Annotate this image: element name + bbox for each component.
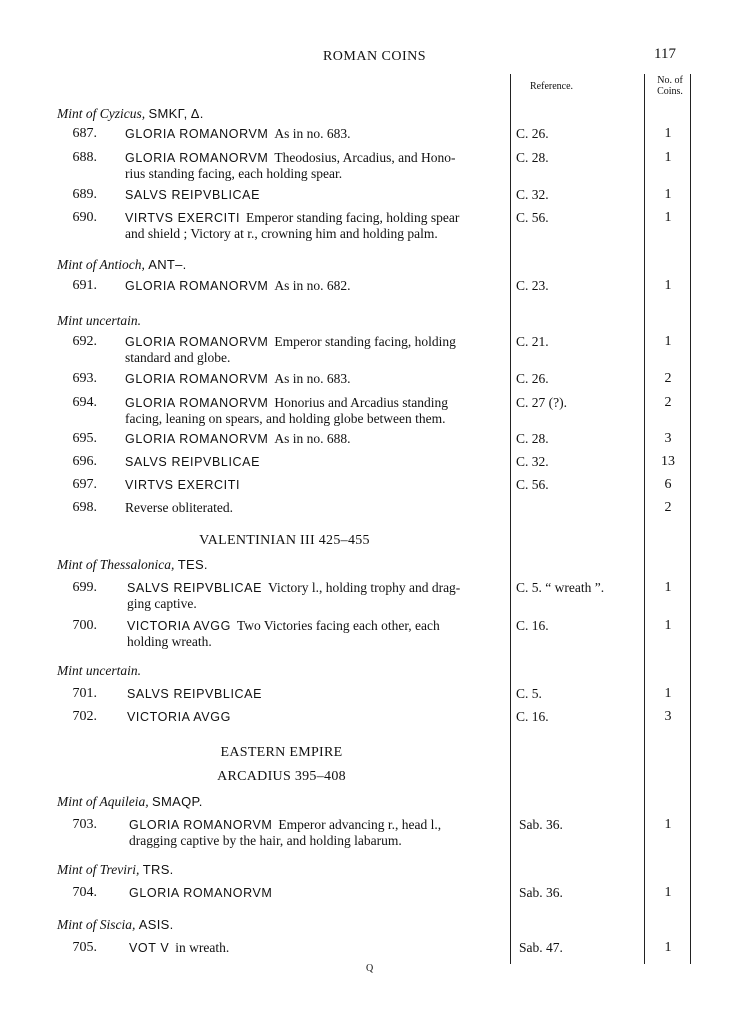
section-heading-arcadius: ARCADIUS 395–408 bbox=[217, 769, 346, 784]
entry-number: 689. bbox=[72, 187, 97, 202]
coin-legend: VOT V bbox=[129, 941, 170, 955]
entry-number: 695. bbox=[72, 431, 97, 446]
entry-description bbox=[127, 709, 511, 725]
entry-count: 6 bbox=[664, 477, 672, 492]
coin-legend: GLORIA ROMANORVM bbox=[125, 396, 269, 410]
entry-reference: Sab. 47. bbox=[519, 940, 563, 955]
section-heading-valentinian: VALENTINIAN III 425–455 bbox=[199, 533, 370, 548]
coin-legend: SALVS REIPVBLICAE bbox=[125, 455, 261, 469]
coin-legend: GLORIA ROMANORVM bbox=[125, 372, 269, 386]
entry-description bbox=[125, 126, 507, 142]
entry-reference: C. 26. bbox=[516, 126, 549, 141]
coin-legend: GLORIA ROMANORVM bbox=[129, 886, 273, 900]
page-number: 117 bbox=[654, 46, 676, 62]
entry-number: 690. bbox=[72, 210, 97, 225]
coin-legend: GLORIA ROMANORVM bbox=[125, 432, 269, 446]
signature-mark: Q bbox=[366, 963, 374, 974]
entry-description bbox=[127, 580, 511, 612]
count-header-line1: No. of bbox=[657, 75, 683, 86]
entry-count: 1 bbox=[664, 278, 672, 293]
coin-legend: SALVS REIPVBLICAE bbox=[127, 687, 263, 701]
description-text: Theodosius, Arcadius, and Hono- bbox=[274, 150, 456, 165]
entry-description bbox=[129, 817, 511, 849]
mint-label: Mint of Cyzicus, bbox=[57, 106, 146, 121]
coin-legend: VIRTVS EXERCITI bbox=[125, 211, 241, 225]
entry-count: 1 bbox=[664, 686, 672, 701]
count-column-rule-left bbox=[644, 74, 645, 964]
entry-count: 3 bbox=[664, 431, 672, 446]
coin-legend: VICTORIA AVGG bbox=[127, 619, 231, 633]
coin-legend: GLORIA ROMANORVM bbox=[129, 818, 273, 832]
entry-description bbox=[125, 150, 507, 182]
entry-count: 1 bbox=[664, 885, 672, 900]
mint-heading-treviri bbox=[57, 862, 174, 878]
description-text: Emperor advancing r., head l., bbox=[278, 817, 442, 832]
entry-reference: C. 27 (?). bbox=[516, 395, 567, 410]
description-text: Victory l., holding trophy and drag- bbox=[268, 580, 461, 595]
mint-mark: SMKΓ, Δ. bbox=[148, 106, 204, 121]
entry-reference: C. 28. bbox=[516, 431, 549, 446]
entry-number: 699. bbox=[72, 580, 97, 595]
mint-label: Mint of Antioch, bbox=[57, 257, 145, 272]
entry-number: 705. bbox=[72, 940, 97, 955]
entry-description bbox=[125, 395, 507, 427]
description-text-cont: dragging captive by the hair, and holding labarum. bbox=[129, 833, 402, 848]
entry-number: 696. bbox=[72, 454, 97, 469]
entry-description bbox=[125, 187, 507, 203]
description-text-cont: standard and globe. bbox=[125, 350, 231, 365]
description-text: in wreath. bbox=[175, 940, 230, 955]
entry-number: 698. bbox=[72, 500, 97, 515]
coin-legend: VICTORIA AVGG bbox=[127, 710, 231, 724]
entry-number: 694. bbox=[72, 395, 97, 410]
entry-reference: Sab. 36. bbox=[519, 817, 563, 832]
entry-number: 703. bbox=[72, 817, 97, 832]
entry-count: 1 bbox=[664, 618, 672, 633]
description-text-cont: facing, leaning on spears, and holding globe between them. bbox=[125, 411, 446, 426]
description-text: Two Victories facing each other, each bbox=[236, 618, 440, 633]
mint-heading-siscia bbox=[57, 917, 174, 933]
entry-number: 688. bbox=[72, 150, 97, 165]
entry-reference: C. 16. bbox=[516, 709, 549, 724]
entry-reference: C. 56. bbox=[516, 210, 549, 225]
description-text: As in no. 688. bbox=[274, 431, 351, 446]
description-text: As in no. 683. bbox=[274, 126, 351, 141]
mint-label: Mint uncertain. bbox=[57, 313, 141, 328]
entry-reference: C. 26. bbox=[516, 371, 549, 386]
entry-description bbox=[127, 618, 511, 650]
mint-label: Mint uncertain. bbox=[57, 663, 141, 678]
entry-count: 1 bbox=[664, 126, 672, 141]
entry-description bbox=[125, 278, 507, 294]
entry-reference: C. 32. bbox=[516, 454, 549, 469]
mint-heading-cyzicus bbox=[57, 106, 204, 122]
entry-number: 693. bbox=[72, 371, 97, 386]
entry-description bbox=[125, 371, 507, 387]
entry-count: 1 bbox=[664, 940, 672, 955]
entry-reference: Sab. 36. bbox=[519, 885, 563, 900]
coin-legend: GLORIA ROMANORVM bbox=[125, 151, 269, 165]
mint-heading-uncertain bbox=[57, 663, 141, 679]
entry-reference: C. 21. bbox=[516, 334, 549, 349]
entry-number: 697. bbox=[72, 477, 97, 492]
entry-reference: C. 56. bbox=[516, 477, 549, 492]
entry-reference: C. 32. bbox=[516, 187, 549, 202]
count-column-rule-right bbox=[690, 74, 691, 964]
entry-description bbox=[125, 477, 507, 493]
mint-heading-aquileia bbox=[57, 794, 203, 810]
description-text-cont: rius standing facing, each holding spear. bbox=[125, 166, 343, 181]
entry-count: 1 bbox=[664, 817, 672, 832]
mint-mark: TRS. bbox=[142, 862, 174, 877]
coin-legend: SALVS REIPVBLICAE bbox=[127, 581, 263, 595]
entry-number: 702. bbox=[72, 709, 97, 724]
mint-label: Mint of Treviri, bbox=[57, 862, 140, 877]
coin-legend: GLORIA ROMANORVM bbox=[125, 127, 269, 141]
entry-description bbox=[129, 940, 511, 956]
entry-description bbox=[125, 500, 507, 516]
description-text: As in no. 682. bbox=[274, 278, 351, 293]
entry-count: 1 bbox=[664, 150, 672, 165]
mint-heading-antioch bbox=[57, 257, 187, 273]
entry-description bbox=[125, 431, 507, 447]
section-heading-eastern-empire: EASTERN EMPIRE bbox=[220, 745, 343, 760]
entry-count: 2 bbox=[664, 500, 672, 515]
description-text: As in no. 683. bbox=[274, 371, 351, 386]
running-header-title: ROMAN COINS bbox=[322, 49, 427, 64]
mint-mark: SMAQP. bbox=[152, 794, 203, 809]
entry-description bbox=[125, 454, 507, 470]
mint-label: Mint of Aquileia, bbox=[57, 794, 149, 809]
entry-description bbox=[125, 334, 507, 366]
mint-mark: ASIS. bbox=[138, 917, 174, 932]
description-text: Emperor standing facing, holding bbox=[274, 334, 456, 349]
mint-label: Mint of Siscia, bbox=[57, 917, 136, 932]
entry-number: 687. bbox=[72, 126, 97, 141]
mint-mark: TES. bbox=[177, 557, 208, 572]
entry-count: 2 bbox=[664, 395, 672, 410]
count-header-line2: Coins. bbox=[657, 86, 683, 97]
entry-reference: C. 16. bbox=[516, 618, 549, 633]
mint-heading-uncertain bbox=[57, 313, 141, 329]
entry-count: 1 bbox=[664, 334, 672, 349]
entry-count: 1 bbox=[664, 580, 672, 595]
description-text-cont: ging captive. bbox=[127, 596, 197, 611]
description-text: Honorius and Arcadius standing bbox=[274, 395, 449, 410]
entry-reference: C. 5. bbox=[516, 686, 542, 701]
coin-legend: SALVS REIPVBLICAE bbox=[125, 188, 261, 202]
entry-reference: C. 28. bbox=[516, 150, 549, 165]
mint-heading-thessalonica bbox=[57, 557, 208, 573]
entry-description bbox=[129, 885, 511, 901]
description-text-cont: and shield ; Victory at r., crowning him and holding palm. bbox=[125, 226, 438, 241]
entry-description bbox=[127, 686, 511, 702]
coin-legend: GLORIA ROMANORVM bbox=[125, 279, 269, 293]
entry-count: 3 bbox=[664, 709, 672, 724]
coin-legend: GLORIA ROMANORVM bbox=[125, 335, 269, 349]
entry-description bbox=[125, 210, 507, 242]
entry-number: 704. bbox=[72, 885, 97, 900]
mint-label: Mint of Thessalonica, bbox=[57, 557, 175, 572]
entry-reference: C. 23. bbox=[516, 278, 549, 293]
coin-legend: VIRTVS EXERCITI bbox=[125, 478, 241, 492]
description-text: Emperor standing facing, holding spear bbox=[246, 210, 460, 225]
entry-count: 1 bbox=[664, 187, 672, 202]
entry-reference: C. 5. “ wreath ”. bbox=[516, 580, 605, 595]
entry-number: 691. bbox=[72, 278, 97, 293]
entry-number: 692. bbox=[72, 334, 97, 349]
reference-column-header: Reference. bbox=[530, 81, 574, 92]
entry-number: 700. bbox=[72, 618, 97, 633]
entry-count: 2 bbox=[664, 371, 672, 386]
description-text-cont: holding wreath. bbox=[127, 634, 212, 649]
entry-count: 13 bbox=[661, 454, 675, 469]
count-column-header bbox=[650, 75, 690, 97]
mint-mark: ANT–. bbox=[148, 257, 187, 272]
entry-number: 701. bbox=[72, 686, 97, 701]
description-text: Reverse obliterated. bbox=[125, 500, 233, 515]
entry-count: 1 bbox=[664, 210, 672, 225]
